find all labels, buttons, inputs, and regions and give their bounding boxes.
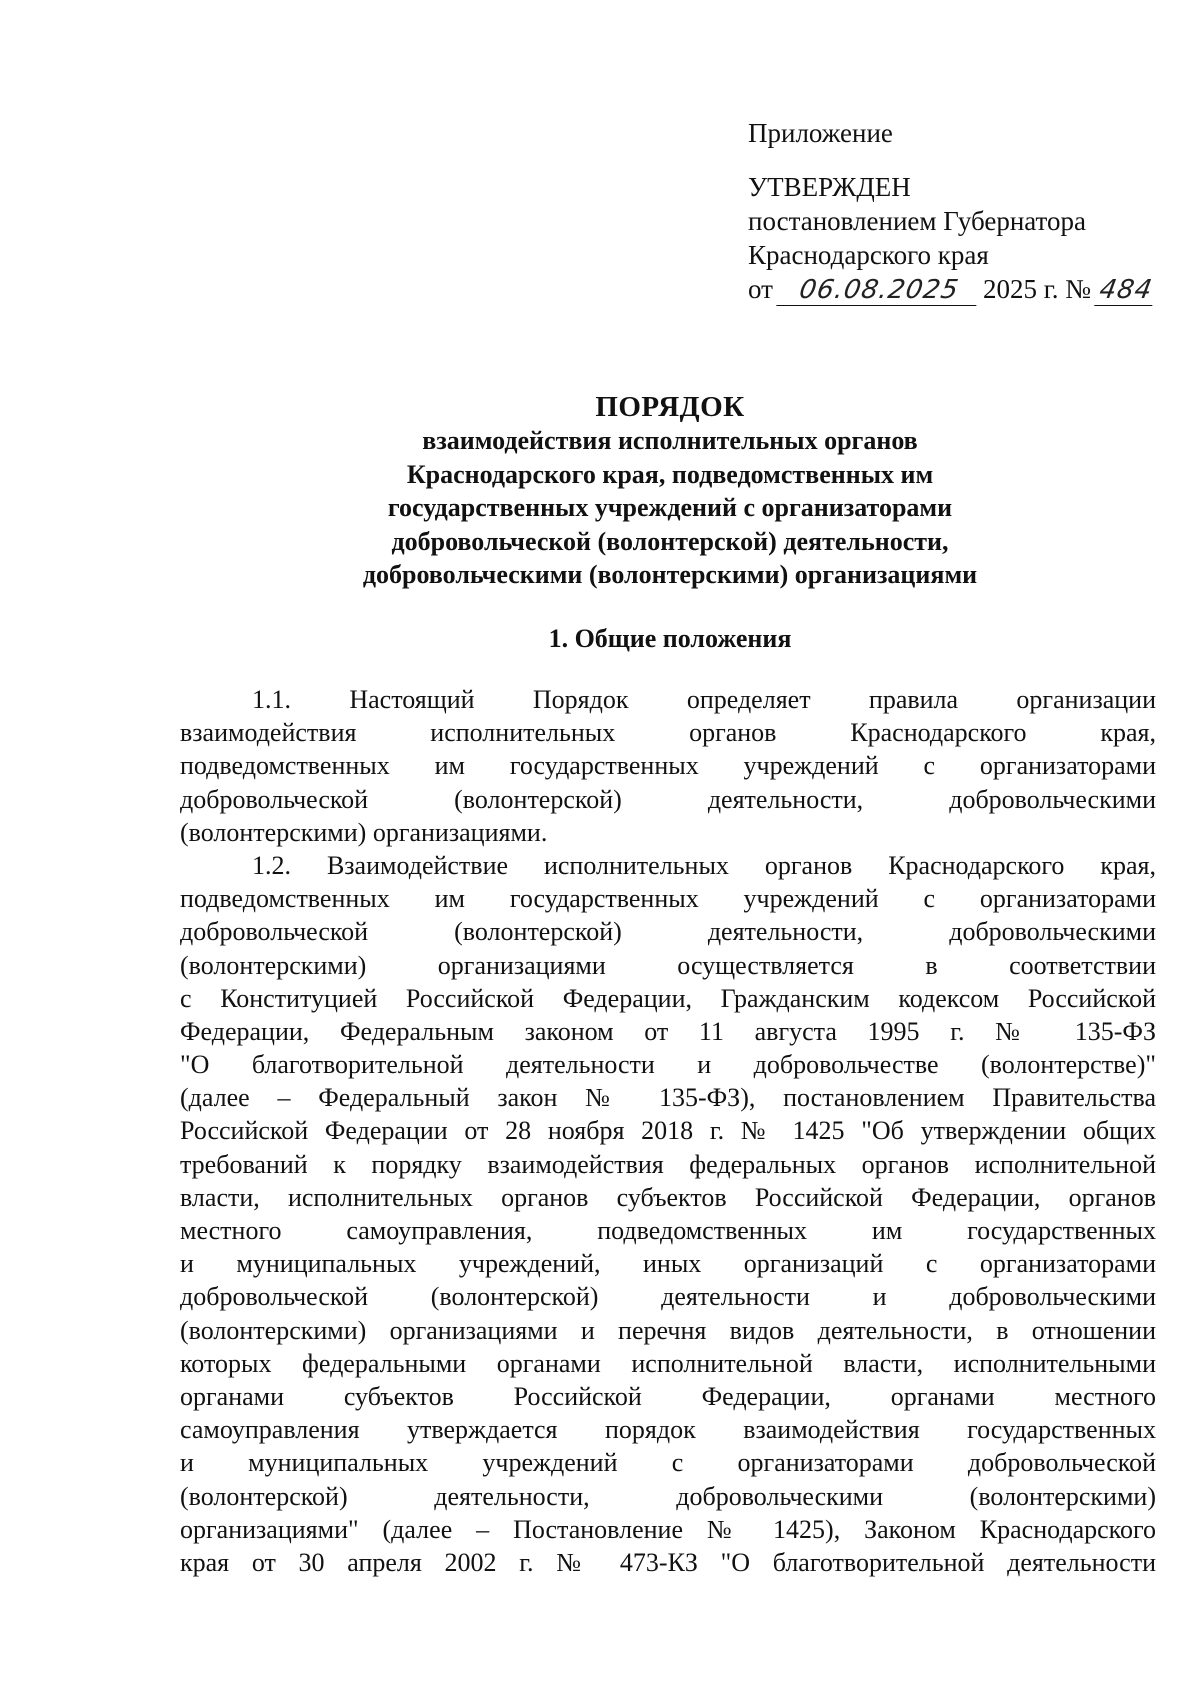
body-line: требований к порядку взаимодействия федеральных органов исполнительной — [180, 1149, 1156, 1179]
handwritten-number: 484 — [1094, 275, 1157, 306]
body-line: "О благотворительной деятельности и добровольчестве (волонтерстве)" — [180, 1050, 1156, 1080]
title-line: взаимодействия исполнительных органов — [422, 426, 918, 455]
handwritten-date: 06.08.2025 — [776, 275, 981, 306]
year-number-label: 2025 г. № — [982, 274, 1091, 304]
body-line: организациями" (далее – Постановление № 1425), Законом Краснодарского — [180, 1514, 1156, 1544]
body-line: местного самоуправления, подведомственных им государственных — [180, 1216, 1156, 1245]
body-line: (волонтерской) деятельности, добровольческими (волонтерскими) — [180, 1481, 1156, 1511]
body-line: взаимодействия исполнительных органов Краснодарского края, — [180, 718, 1156, 748]
body-line: подведомственных им государственных учреждений с организаторами — [180, 751, 1156, 781]
body-line: Федерации, Федеральным законом от 11 августа 1995 г. № 135-ФЗ — [180, 1016, 1156, 1046]
approved-by-region: Краснодарского края — [748, 240, 989, 270]
body-line: и муниципальных учреждений с организаторами добровольческой — [180, 1448, 1156, 1478]
body-line: подведомственных им государственных учреждений с организаторами — [180, 884, 1156, 914]
title-line: добровольческими (волонтерскими) организациями — [362, 560, 978, 589]
body-line: добровольческой (волонтерской) деятельности и добровольческими — [180, 1282, 1156, 1312]
body-line: власти, исполнительных органов субъектов Российской Федерации, органов — [180, 1182, 1156, 1212]
body-line: (волонтерскими) организациями осуществляется в соответствии — [180, 950, 1156, 980]
body-line: 1.1. Настоящий Порядок определяет правила организации — [252, 685, 1156, 714]
body-line: с Конституцией Российской Федерации, Гражданским кодексом Российской — [180, 983, 1156, 1013]
approved-label: УТВЕРЖДЕН — [748, 172, 911, 202]
body-line: (далее – Федеральный закон № 135-ФЗ), постановлением Правительства — [180, 1083, 1156, 1113]
document-title — [180, 390, 1160, 592]
date-prefix: от — [748, 274, 773, 304]
approved-by-line: постановлением Губернатора — [748, 206, 1086, 236]
body-line: добровольческой (волонтерской) деятельности, добровольческими — [180, 917, 1156, 947]
title-line: добровольческой (волонтерской) деятельности, — [391, 526, 949, 556]
title-line: государственных учреждений с организаторами — [387, 493, 953, 522]
title-main: ПОРЯДОК — [595, 391, 745, 423]
title-subtitle — [180, 424, 1160, 592]
body-line: края от 30 апреля 2002 г. № 473-КЗ "О благотворительной деятельности — [180, 1547, 1156, 1577]
annex-label: Приложение — [748, 118, 893, 148]
approval-block — [748, 116, 1168, 306]
body-line: (волонтерскими) организациями. — [180, 817, 548, 847]
body-line: добровольческой (волонтерской) деятельности, добровольческими — [180, 784, 1156, 814]
title-line: Краснодарского края, подведомственных им — [406, 459, 934, 489]
body-line: и муниципальных учреждений, иных организаций с организаторами — [180, 1249, 1156, 1279]
body-text — [180, 683, 1156, 1579]
body-line: которых федеральными органами исполнительной власти, исполнительными — [180, 1348, 1156, 1378]
approval-date-line — [748, 272, 1168, 306]
body-line: Российской Федерации от 28 ноября 2018 г. № 1425 "Об утверждении общих — [180, 1116, 1156, 1146]
body-line: самоуправления утверждается порядок взаимодействия государственных — [180, 1415, 1156, 1445]
section-heading: 1. Общие положения — [548, 624, 792, 653]
body-line: (волонтерскими) организациями и перечня видов деятельности, в отношении — [180, 1315, 1156, 1345]
body-line: 1.2. Взаимодействие исполнительных органов Краснодарского края, — [252, 850, 1156, 880]
body-line: органами субъектов Российской Федерации, органами местного — [180, 1381, 1156, 1411]
